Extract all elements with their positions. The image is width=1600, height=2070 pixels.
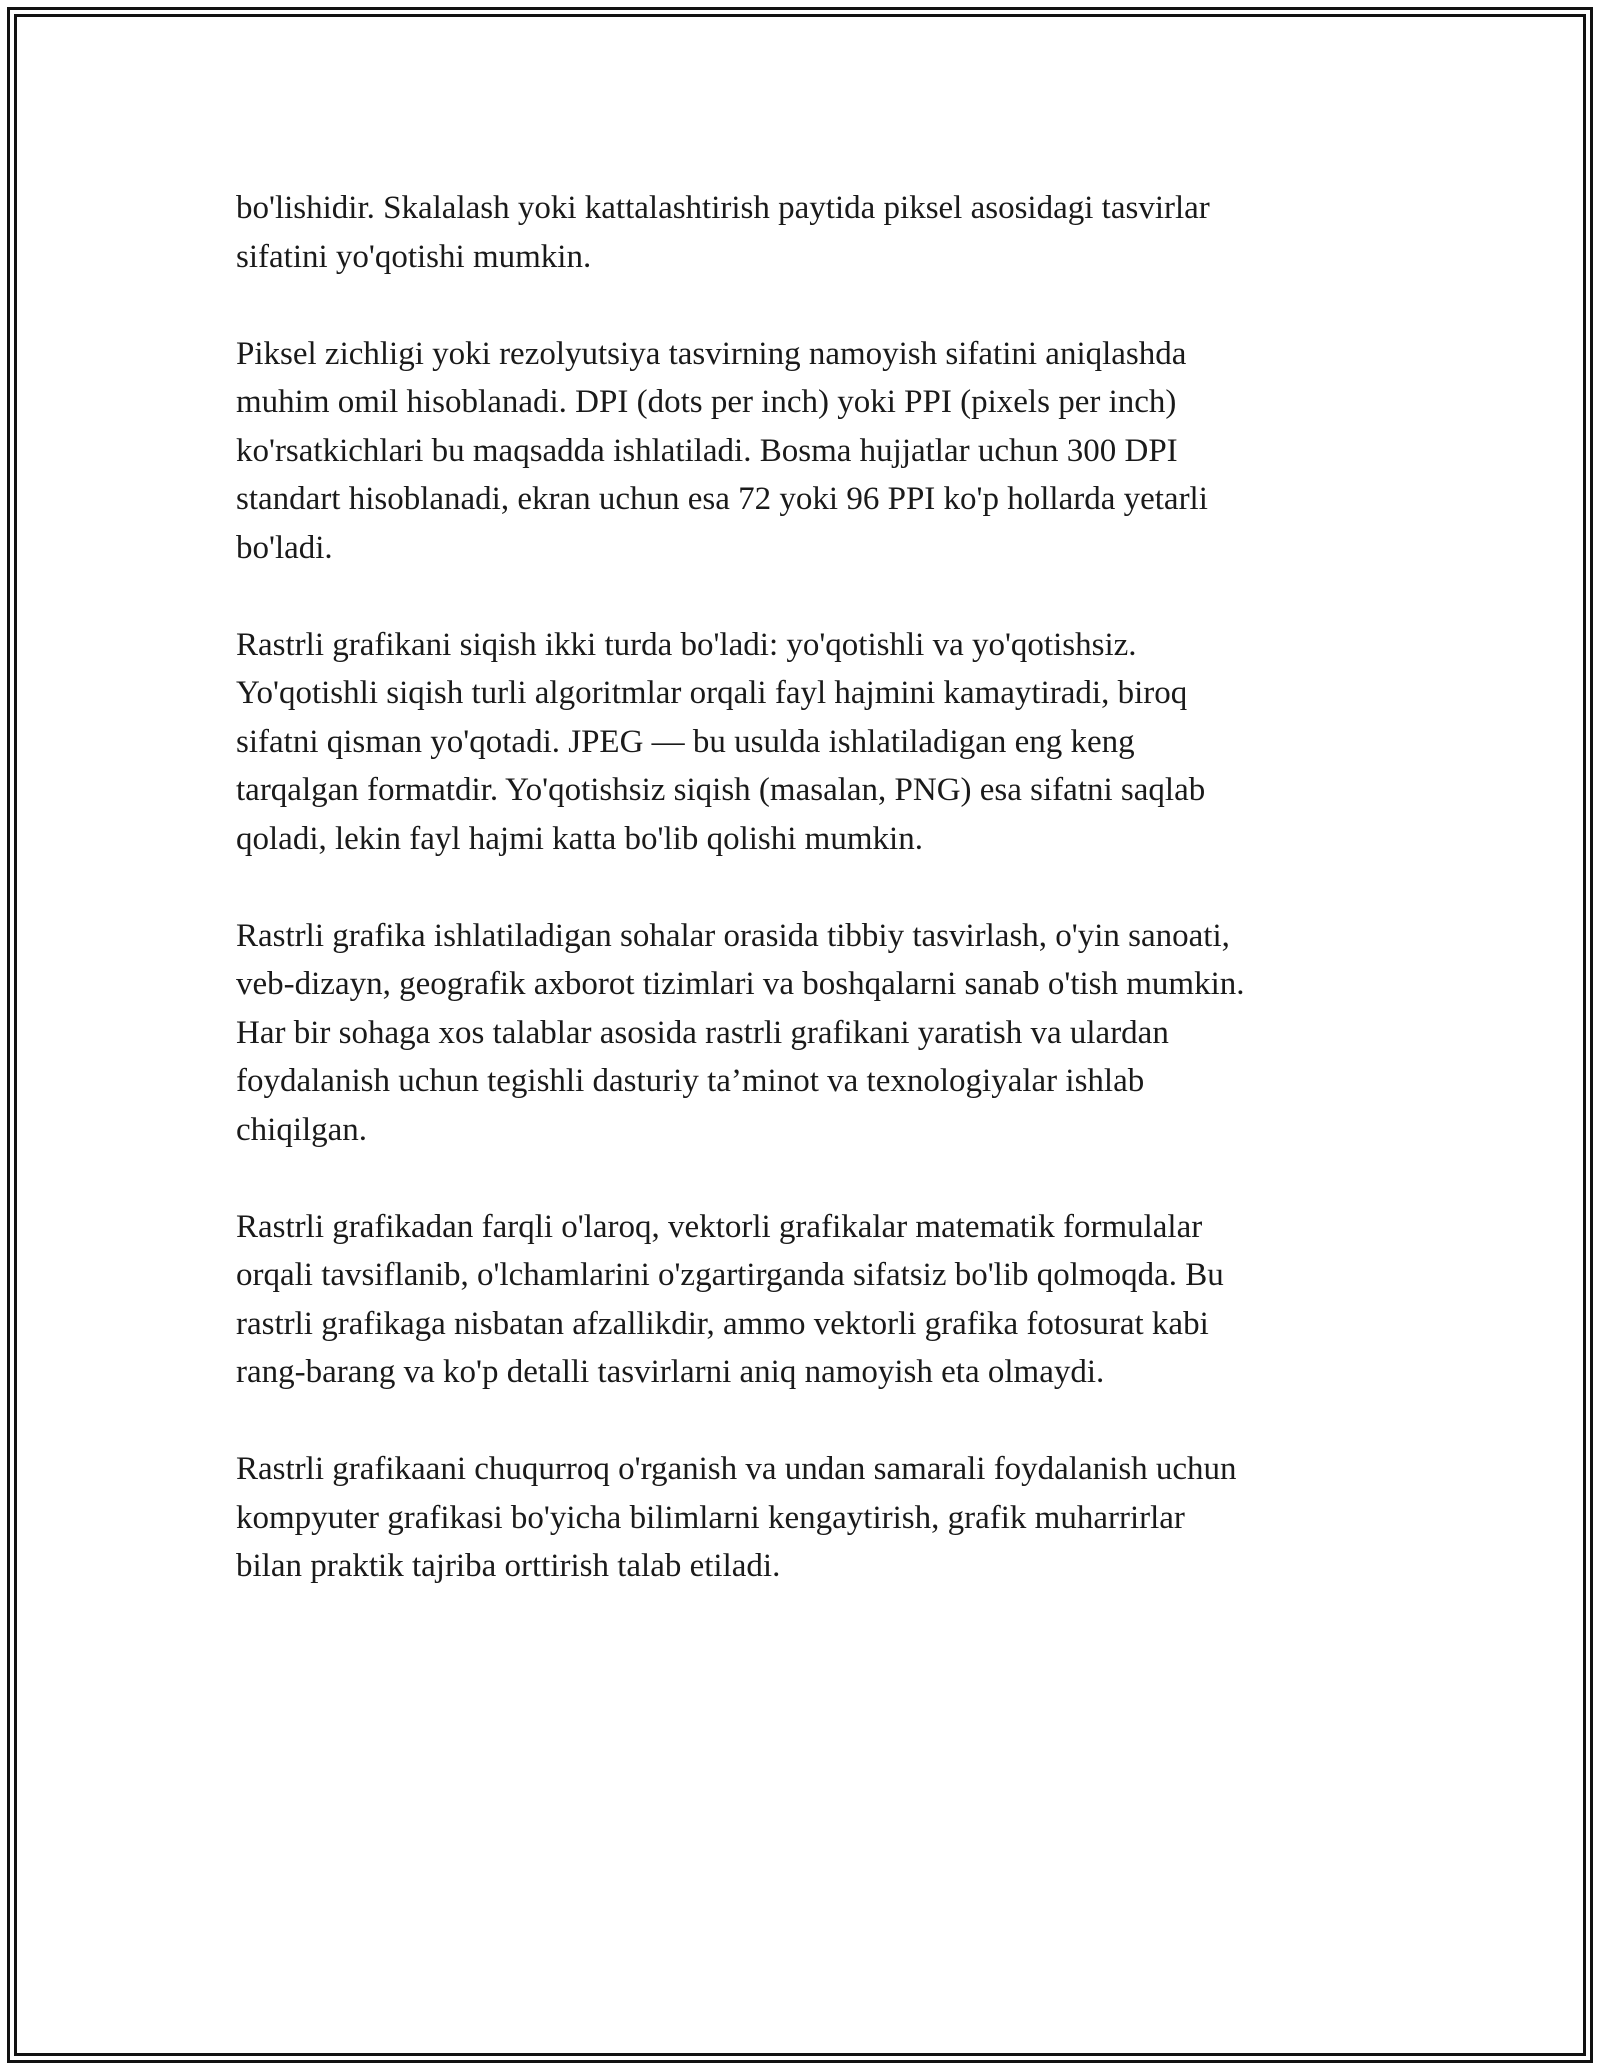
- paragraph-line: Har bir sohaga xos talablar asosida rastrli grafikani yaratish va ulardan: [236, 1014, 1169, 1051]
- paragraph-2: [236, 330, 1366, 573]
- paragraph-4: [236, 912, 1366, 1155]
- paragraph-line: bo'lishidir. Skalalash yoki kattalashtirish paytida piksel asosidagi tasvirlar: [236, 190, 1210, 226]
- paragraph-line: kompyuter grafikasi bo'yicha bilimlarni kengaytirish, grafik muharrirlar: [236, 1499, 1185, 1536]
- paragraph-line: chiqilgan.: [236, 1111, 368, 1148]
- document-body: [236, 184, 1366, 1639]
- paragraph-line: sifatni qisman yo'qotadi. JPEG — bu usulda ishlatiladigan eng keng: [236, 723, 1135, 760]
- paragraph-line: veb-dizayn, geografik axborot tizimlari va boshqalarni sanab o'tish mumkin.: [236, 966, 1245, 1002]
- paragraph-line: qoladi, lekin fayl hajmi katta bo'lib qolishi mumkin.: [236, 820, 923, 857]
- paragraph-6: [236, 1445, 1366, 1591]
- paragraph-line: sifatini yo'qotishi mumkin.: [236, 238, 592, 275]
- paragraph-line: tarqalgan formatdir. Yo'qotishsiz siqish (masalan, PNG) esa sifatni saqlab: [236, 772, 1206, 808]
- paragraph-5: [236, 1203, 1366, 1397]
- paragraph-line: standart hisoblanadi, ekran uchun esa 72 yoki 96 PPI ko'p hollarda yetarli: [236, 481, 1208, 517]
- paragraph-line: Rastrli grafikadan farqli o'laroq, vektorli grafikalar matematik formulalar: [236, 1208, 1203, 1245]
- paragraph-line: orqali tavsiflanib, o'lchamlarini o'zgartirganda sifatsiz bo'lib qolmoqda. Bu: [236, 1257, 1224, 1293]
- paragraph-line: Yo'qotishli siqish turli algoritmlar orqali fayl hajmini kamaytiradi, biroq: [236, 675, 1188, 711]
- paragraph-line: muhim omil hisoblanadi. DPI (dots per inch) yoki PPI (pixels per inch): [236, 384, 1177, 420]
- paragraph-line: ko'rsatkichlari bu maqsadda ishlatiladi. Bosma hujjatlar uchun 300 DPI: [236, 432, 1178, 469]
- paragraph-line: Rastrli grafikani siqish ikki turda bo'ladi: yo'qotishli va yo'qotishsiz.: [236, 626, 1137, 663]
- paragraph-line: rastrli grafikaga nisbatan afzallikdir, ammo vektorli grafika fotosurat kabi: [236, 1305, 1209, 1342]
- paragraph-line: foydalanish uchun tegishli dasturiy ta’minot va texnologiyalar ishlab: [236, 1063, 1145, 1099]
- paragraph-1: [236, 184, 1366, 281]
- paragraph-line: Piksel zichligi yoki rezolyutsiya tasvirning namoyish sifatini aniqlashda: [236, 335, 1187, 372]
- paragraph-line: bo'ladi.: [236, 529, 333, 566]
- paragraph-line: Rastrli grafikaani chuqurroq o'rganish va undan samarali foydalanish uchun: [236, 1451, 1237, 1487]
- paragraph-3: [236, 621, 1366, 864]
- paragraph-line: rang-barang va ko'p detalli tasvirlarni aniq namoyish eta olmaydi.: [236, 1354, 1105, 1390]
- paragraph-line: Rastrli grafika ishlatiladigan sohalar orasida tibbiy tasvirlash, o'yin sanoati,: [236, 917, 1230, 954]
- paragraph-line: bilan praktik tajriba orttirish talab etiladi.: [236, 1548, 781, 1584]
